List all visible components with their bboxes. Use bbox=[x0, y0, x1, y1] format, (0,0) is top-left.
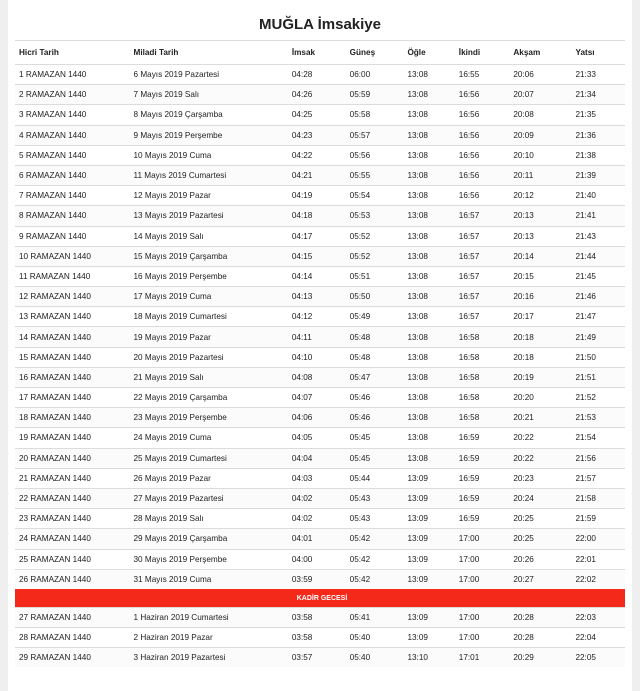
hijri-date-cell: 22 RAMAZAN 1440 bbox=[15, 488, 130, 508]
ikindi-cell: 16:58 bbox=[455, 388, 510, 408]
yatsi-cell: 21:52 bbox=[571, 388, 625, 408]
ikindi-cell: 16:56 bbox=[455, 85, 510, 105]
gunes-cell: 05:55 bbox=[346, 165, 404, 185]
table-row bbox=[15, 105, 625, 125]
ogle-cell: 13:09 bbox=[403, 488, 454, 508]
imsak-cell: 04:25 bbox=[288, 105, 346, 125]
gunes-cell: 05:44 bbox=[346, 468, 404, 488]
gregorian-date-cell: 18 Mayıs 2019 Cumartesi bbox=[130, 307, 288, 327]
ogle-cell: 13:08 bbox=[403, 327, 454, 347]
ikindi-cell: 17:00 bbox=[455, 569, 510, 589]
aksam-cell: 20:27 bbox=[509, 569, 571, 589]
yatsi-cell: 21:49 bbox=[571, 327, 625, 347]
ikindi-cell: 16:56 bbox=[455, 186, 510, 206]
yatsi-cell: 22:04 bbox=[571, 628, 625, 648]
gunes-cell: 05:48 bbox=[346, 347, 404, 367]
yatsi-cell: 21:34 bbox=[571, 85, 625, 105]
header-gunes: Güneş bbox=[346, 41, 404, 65]
gunes-cell: 05:54 bbox=[346, 186, 404, 206]
table-row bbox=[15, 307, 625, 327]
ikindi-cell: 16:58 bbox=[455, 327, 510, 347]
ogle-cell: 13:08 bbox=[403, 367, 454, 387]
yatsi-cell: 21:51 bbox=[571, 367, 625, 387]
imsak-cell: 04:01 bbox=[288, 529, 346, 549]
imsak-cell: 03:57 bbox=[288, 648, 346, 668]
aksam-cell: 20:19 bbox=[509, 367, 571, 387]
gregorian-date-cell: 8 Mayıs 2019 Çarşamba bbox=[130, 105, 288, 125]
header-ogle: Öğle bbox=[403, 41, 454, 65]
imsak-cell: 04:13 bbox=[288, 287, 346, 307]
ogle-cell: 13:08 bbox=[403, 145, 454, 165]
yatsi-cell: 21:36 bbox=[571, 125, 625, 145]
gunes-cell: 05:40 bbox=[346, 648, 404, 668]
gunes-cell: 05:57 bbox=[346, 125, 404, 145]
imsak-cell: 04:05 bbox=[288, 428, 346, 448]
imsak-cell: 04:03 bbox=[288, 468, 346, 488]
imsak-cell: 04:15 bbox=[288, 246, 346, 266]
gregorian-date-cell: 6 Mayıs 2019 Pazartesi bbox=[130, 65, 288, 85]
ogle-cell: 13:08 bbox=[403, 165, 454, 185]
aksam-cell: 20:25 bbox=[509, 509, 571, 529]
ikindi-cell: 16:56 bbox=[455, 165, 510, 185]
table-row bbox=[15, 287, 625, 307]
ogle-cell: 13:09 bbox=[403, 607, 454, 627]
table-row bbox=[15, 226, 625, 246]
gregorian-date-cell: 12 Mayıs 2019 Pazar bbox=[130, 186, 288, 206]
yatsi-cell: 22:03 bbox=[571, 607, 625, 627]
gregorian-date-cell: 2 Haziran 2019 Pazar bbox=[130, 628, 288, 648]
hijri-date-cell: 23 RAMAZAN 1440 bbox=[15, 509, 130, 529]
imsak-cell: 04:10 bbox=[288, 347, 346, 367]
aksam-cell: 20:07 bbox=[509, 85, 571, 105]
ikindi-cell: 16:59 bbox=[455, 509, 510, 529]
hijri-date-cell: 6 RAMAZAN 1440 bbox=[15, 165, 130, 185]
hijri-date-cell: 21 RAMAZAN 1440 bbox=[15, 468, 130, 488]
ogle-cell: 13:08 bbox=[403, 388, 454, 408]
ikindi-cell: 16:57 bbox=[455, 206, 510, 226]
yatsi-cell: 21:44 bbox=[571, 246, 625, 266]
yatsi-cell: 21:46 bbox=[571, 287, 625, 307]
header-ikindi: İkindi bbox=[455, 41, 510, 65]
ogle-cell: 13:08 bbox=[403, 246, 454, 266]
hijri-date-cell: 26 RAMAZAN 1440 bbox=[15, 569, 130, 589]
ikindi-cell: 16:58 bbox=[455, 347, 510, 367]
hijri-date-cell: 17 RAMAZAN 1440 bbox=[15, 388, 130, 408]
gregorian-date-cell: 28 Mayıs 2019 Salı bbox=[130, 509, 288, 529]
imsak-cell: 04:19 bbox=[288, 186, 346, 206]
imsak-cell: 04:21 bbox=[288, 165, 346, 185]
yatsi-cell: 21:38 bbox=[571, 145, 625, 165]
aksam-cell: 20:17 bbox=[509, 307, 571, 327]
aksam-cell: 20:24 bbox=[509, 488, 571, 508]
hijri-date-cell: 3 RAMAZAN 1440 bbox=[15, 105, 130, 125]
table-row bbox=[15, 367, 625, 387]
table-row bbox=[15, 549, 625, 569]
gunes-cell: 05:56 bbox=[346, 145, 404, 165]
hijri-date-cell: 2 RAMAZAN 1440 bbox=[15, 85, 130, 105]
imsak-cell: 03:59 bbox=[288, 569, 346, 589]
table-row bbox=[15, 448, 625, 468]
yatsi-cell: 22:05 bbox=[571, 648, 625, 668]
gregorian-date-cell: 9 Mayıs 2019 Perşembe bbox=[130, 125, 288, 145]
yatsi-cell: 21:56 bbox=[571, 448, 625, 468]
special-night-label: KADİR GECESİ bbox=[15, 589, 625, 607]
aksam-cell: 20:08 bbox=[509, 105, 571, 125]
table-row bbox=[15, 186, 625, 206]
gunes-cell: 06:00 bbox=[346, 65, 404, 85]
imsak-cell: 04:02 bbox=[288, 509, 346, 529]
aksam-cell: 20:15 bbox=[509, 266, 571, 286]
aksam-cell: 20:22 bbox=[509, 428, 571, 448]
gregorian-date-cell: 1 Haziran 2019 Cumartesi bbox=[130, 607, 288, 627]
gunes-cell: 05:47 bbox=[346, 367, 404, 387]
aksam-cell: 20:14 bbox=[509, 246, 571, 266]
gregorian-date-cell: 10 Mayıs 2019 Cuma bbox=[130, 145, 288, 165]
gregorian-date-cell: 23 Mayıs 2019 Perşembe bbox=[130, 408, 288, 428]
page-title: MUĞLA İmsakiye bbox=[259, 16, 381, 33]
ikindi-cell: 16:59 bbox=[455, 488, 510, 508]
ogle-cell: 13:08 bbox=[403, 226, 454, 246]
ikindi-cell: 16:56 bbox=[455, 125, 510, 145]
imsak-cell: 04:06 bbox=[288, 408, 346, 428]
aksam-cell: 20:16 bbox=[509, 287, 571, 307]
hijri-date-cell: 4 RAMAZAN 1440 bbox=[15, 125, 130, 145]
aksam-cell: 20:26 bbox=[509, 549, 571, 569]
yatsi-cell: 22:01 bbox=[571, 549, 625, 569]
hijri-date-cell: 7 RAMAZAN 1440 bbox=[15, 186, 130, 206]
imsak-cell: 04:00 bbox=[288, 549, 346, 569]
hijri-date-cell: 29 RAMAZAN 1440 bbox=[15, 648, 130, 668]
yatsi-cell: 21:53 bbox=[571, 408, 625, 428]
aksam-cell: 20:25 bbox=[509, 529, 571, 549]
gregorian-date-cell: 14 Mayıs 2019 Salı bbox=[130, 226, 288, 246]
table-row bbox=[15, 488, 625, 508]
gregorian-date-cell: 13 Mayıs 2019 Pazartesi bbox=[130, 206, 288, 226]
hijri-date-cell: 5 RAMAZAN 1440 bbox=[15, 145, 130, 165]
gregorian-date-cell: 16 Mayıs 2019 Perşembe bbox=[130, 266, 288, 286]
gregorian-date-cell: 30 Mayıs 2019 Perşembe bbox=[130, 549, 288, 569]
yatsi-cell: 21:41 bbox=[571, 206, 625, 226]
gregorian-date-cell: 17 Mayıs 2019 Cuma bbox=[130, 287, 288, 307]
gregorian-date-cell: 21 Mayıs 2019 Salı bbox=[130, 367, 288, 387]
ogle-cell: 13:08 bbox=[403, 307, 454, 327]
imsak-cell: 04:11 bbox=[288, 327, 346, 347]
gunes-cell: 05:53 bbox=[346, 206, 404, 226]
gunes-cell: 05:42 bbox=[346, 569, 404, 589]
yatsi-cell: 21:40 bbox=[571, 186, 625, 206]
gunes-cell: 05:45 bbox=[346, 448, 404, 468]
table-row bbox=[15, 408, 625, 428]
table-row bbox=[15, 468, 625, 488]
hijri-date-cell: 19 RAMAZAN 1440 bbox=[15, 428, 130, 448]
table-row bbox=[15, 145, 625, 165]
gunes-cell: 05:40 bbox=[346, 628, 404, 648]
gregorian-date-cell: 11 Mayıs 2019 Cumartesi bbox=[130, 165, 288, 185]
table-row bbox=[15, 428, 625, 448]
imsak-cell: 04:14 bbox=[288, 266, 346, 286]
aksam-cell: 20:13 bbox=[509, 206, 571, 226]
aksam-cell: 20:13 bbox=[509, 226, 571, 246]
gunes-cell: 05:42 bbox=[346, 529, 404, 549]
gregorian-date-cell: 20 Mayıs 2019 Pazartesi bbox=[130, 347, 288, 367]
table-row bbox=[15, 347, 625, 367]
imsak-cell: 04:26 bbox=[288, 85, 346, 105]
aksam-cell: 20:12 bbox=[509, 186, 571, 206]
ikindi-cell: 17:00 bbox=[455, 549, 510, 569]
ikindi-cell: 17:00 bbox=[455, 529, 510, 549]
gunes-cell: 05:43 bbox=[346, 488, 404, 508]
ogle-cell: 13:10 bbox=[403, 648, 454, 668]
header-gregorian-date: Miladi Tarih bbox=[130, 41, 288, 65]
hijri-date-cell: 1 RAMAZAN 1440 bbox=[15, 65, 130, 85]
yatsi-cell: 21:45 bbox=[571, 266, 625, 286]
ogle-cell: 13:08 bbox=[403, 186, 454, 206]
imsak-cell: 04:28 bbox=[288, 65, 346, 85]
ogle-cell: 13:08 bbox=[403, 105, 454, 125]
gregorian-date-cell: 31 Mayıs 2019 Cuma bbox=[130, 569, 288, 589]
ikindi-cell: 16:57 bbox=[455, 246, 510, 266]
table-row bbox=[15, 65, 625, 85]
yatsi-cell: 21:58 bbox=[571, 488, 625, 508]
ogle-cell: 13:08 bbox=[403, 448, 454, 468]
hijri-date-cell: 28 RAMAZAN 1440 bbox=[15, 628, 130, 648]
ikindi-cell: 16:56 bbox=[455, 145, 510, 165]
imsak-cell: 04:07 bbox=[288, 388, 346, 408]
table-row bbox=[15, 85, 625, 105]
ogle-cell: 13:08 bbox=[403, 287, 454, 307]
aksam-cell: 20:11 bbox=[509, 165, 571, 185]
gregorian-date-cell: 26 Mayıs 2019 Pazar bbox=[130, 468, 288, 488]
yatsi-cell: 21:33 bbox=[571, 65, 625, 85]
ogle-cell: 13:08 bbox=[403, 85, 454, 105]
hijri-date-cell: 9 RAMAZAN 1440 bbox=[15, 226, 130, 246]
header-yatsi: Yatsı bbox=[571, 41, 625, 65]
table-row bbox=[15, 388, 625, 408]
ikindi-cell: 16:58 bbox=[455, 408, 510, 428]
aksam-cell: 20:28 bbox=[509, 628, 571, 648]
gunes-cell: 05:46 bbox=[346, 388, 404, 408]
imsak-cell: 03:58 bbox=[288, 607, 346, 627]
ogle-cell: 13:08 bbox=[403, 408, 454, 428]
yatsi-cell: 21:43 bbox=[571, 226, 625, 246]
aksam-cell: 20:29 bbox=[509, 648, 571, 668]
gunes-cell: 05:52 bbox=[346, 246, 404, 266]
imsak-cell: 04:22 bbox=[288, 145, 346, 165]
ogle-cell: 13:08 bbox=[403, 347, 454, 367]
table-row bbox=[15, 569, 625, 589]
header-aksam: Akşam bbox=[509, 41, 571, 65]
aksam-cell: 20:21 bbox=[509, 408, 571, 428]
yatsi-cell: 21:50 bbox=[571, 347, 625, 367]
gregorian-date-cell: 3 Haziran 2019 Pazartesi bbox=[130, 648, 288, 668]
ikindi-cell: 16:56 bbox=[455, 105, 510, 125]
ogle-cell: 13:08 bbox=[403, 65, 454, 85]
ogle-cell: 13:09 bbox=[403, 628, 454, 648]
imsak-cell: 03:58 bbox=[288, 628, 346, 648]
ikindi-cell: 16:58 bbox=[455, 367, 510, 387]
gunes-cell: 05:58 bbox=[346, 105, 404, 125]
imsakiye-card bbox=[8, 0, 632, 691]
aksam-cell: 20:23 bbox=[509, 468, 571, 488]
hijri-date-cell: 11 RAMAZAN 1440 bbox=[15, 266, 130, 286]
table-row bbox=[15, 266, 625, 286]
table-row bbox=[15, 628, 625, 648]
imsak-cell: 04:08 bbox=[288, 367, 346, 387]
header-imsak: İmsak bbox=[288, 41, 346, 65]
yatsi-cell: 21:39 bbox=[571, 165, 625, 185]
table-row bbox=[15, 165, 625, 185]
ogle-cell: 13:09 bbox=[403, 549, 454, 569]
yatsi-cell: 21:47 bbox=[571, 307, 625, 327]
hijri-date-cell: 13 RAMAZAN 1440 bbox=[15, 307, 130, 327]
ogle-cell: 13:09 bbox=[403, 529, 454, 549]
aksam-cell: 20:18 bbox=[509, 347, 571, 367]
table-row bbox=[15, 607, 625, 627]
yatsi-cell: 21:35 bbox=[571, 105, 625, 125]
table-row bbox=[15, 125, 625, 145]
ogle-cell: 13:09 bbox=[403, 569, 454, 589]
aksam-cell: 20:28 bbox=[509, 607, 571, 627]
gregorian-date-cell: 24 Mayıs 2019 Cuma bbox=[130, 428, 288, 448]
hijri-date-cell: 18 RAMAZAN 1440 bbox=[15, 408, 130, 428]
gunes-cell: 05:48 bbox=[346, 327, 404, 347]
ikindi-cell: 16:57 bbox=[455, 266, 510, 286]
ikindi-cell: 16:57 bbox=[455, 226, 510, 246]
gunes-cell: 05:49 bbox=[346, 307, 404, 327]
imsak-cell: 04:23 bbox=[288, 125, 346, 145]
table-row bbox=[15, 529, 625, 549]
ikindi-cell: 16:59 bbox=[455, 448, 510, 468]
gunes-cell: 05:41 bbox=[346, 607, 404, 627]
gunes-cell: 05:43 bbox=[346, 509, 404, 529]
aksam-cell: 20:20 bbox=[509, 388, 571, 408]
ikindi-cell: 17:01 bbox=[455, 648, 510, 668]
imsak-cell: 04:17 bbox=[288, 226, 346, 246]
hijri-date-cell: 16 RAMAZAN 1440 bbox=[15, 367, 130, 387]
gunes-cell: 05:51 bbox=[346, 266, 404, 286]
gunes-cell: 05:42 bbox=[346, 549, 404, 569]
hijri-date-cell: 27 RAMAZAN 1440 bbox=[15, 607, 130, 627]
yatsi-cell: 22:02 bbox=[571, 569, 625, 589]
ikindi-cell: 16:59 bbox=[455, 428, 510, 448]
gunes-cell: 05:52 bbox=[346, 226, 404, 246]
aksam-cell: 20:06 bbox=[509, 65, 571, 85]
kadir-gecesi-row bbox=[15, 589, 625, 607]
gregorian-date-cell: 22 Mayıs 2019 Çarşamba bbox=[130, 388, 288, 408]
gunes-cell: 05:45 bbox=[346, 428, 404, 448]
yatsi-cell: 22:00 bbox=[571, 529, 625, 549]
table-row bbox=[15, 509, 625, 529]
gregorian-date-cell: 7 Mayıs 2019 Salı bbox=[130, 85, 288, 105]
gregorian-date-cell: 29 Mayıs 2019 Çarşamba bbox=[130, 529, 288, 549]
ikindi-cell: 16:59 bbox=[455, 468, 510, 488]
table-row bbox=[15, 648, 625, 668]
table-row bbox=[15, 246, 625, 266]
table-row bbox=[15, 327, 625, 347]
ikindi-cell: 16:55 bbox=[455, 65, 510, 85]
hijri-date-cell: 10 RAMAZAN 1440 bbox=[15, 246, 130, 266]
hijri-date-cell: 14 RAMAZAN 1440 bbox=[15, 327, 130, 347]
imsak-cell: 04:02 bbox=[288, 488, 346, 508]
hijri-date-cell: 12 RAMAZAN 1440 bbox=[15, 287, 130, 307]
gregorian-date-cell: 15 Mayıs 2019 Çarşamba bbox=[130, 246, 288, 266]
ogle-cell: 13:09 bbox=[403, 509, 454, 529]
ogle-cell: 13:08 bbox=[403, 206, 454, 226]
yatsi-cell: 21:54 bbox=[571, 428, 625, 448]
gunes-cell: 05:46 bbox=[346, 408, 404, 428]
ogle-cell: 13:08 bbox=[403, 266, 454, 286]
table-header-row bbox=[15, 41, 625, 65]
hijri-date-cell: 15 RAMAZAN 1440 bbox=[15, 347, 130, 367]
ikindi-cell: 16:57 bbox=[455, 287, 510, 307]
ikindi-cell: 17:00 bbox=[455, 628, 510, 648]
imsak-cell: 04:12 bbox=[288, 307, 346, 327]
ogle-cell: 13:08 bbox=[403, 125, 454, 145]
imsak-cell: 04:18 bbox=[288, 206, 346, 226]
gregorian-date-cell: 27 Mayıs 2019 Pazartesi bbox=[130, 488, 288, 508]
header-hijri-date: Hicri Tarih bbox=[15, 41, 130, 65]
imsak-cell: 04:04 bbox=[288, 448, 346, 468]
prayer-times-table bbox=[15, 40, 625, 667]
ogle-cell: 13:08 bbox=[403, 428, 454, 448]
gregorian-date-cell: 19 Mayıs 2019 Pazar bbox=[130, 327, 288, 347]
gunes-cell: 05:50 bbox=[346, 287, 404, 307]
aksam-cell: 20:10 bbox=[509, 145, 571, 165]
hijri-date-cell: 25 RAMAZAN 1440 bbox=[15, 549, 130, 569]
aksam-cell: 20:22 bbox=[509, 448, 571, 468]
ogle-cell: 13:09 bbox=[403, 468, 454, 488]
hijri-date-cell: 20 RAMAZAN 1440 bbox=[15, 448, 130, 468]
ikindi-cell: 16:57 bbox=[455, 307, 510, 327]
yatsi-cell: 21:59 bbox=[571, 509, 625, 529]
hijri-date-cell: 8 RAMAZAN 1440 bbox=[15, 206, 130, 226]
ikindi-cell: 17:00 bbox=[455, 607, 510, 627]
table-row bbox=[15, 206, 625, 226]
hijri-date-cell: 24 RAMAZAN 1440 bbox=[15, 529, 130, 549]
aksam-cell: 20:09 bbox=[509, 125, 571, 145]
yatsi-cell: 21:57 bbox=[571, 468, 625, 488]
aksam-cell: 20:18 bbox=[509, 327, 571, 347]
gunes-cell: 05:59 bbox=[346, 85, 404, 105]
gregorian-date-cell: 25 Mayıs 2019 Cumartesi bbox=[130, 448, 288, 468]
